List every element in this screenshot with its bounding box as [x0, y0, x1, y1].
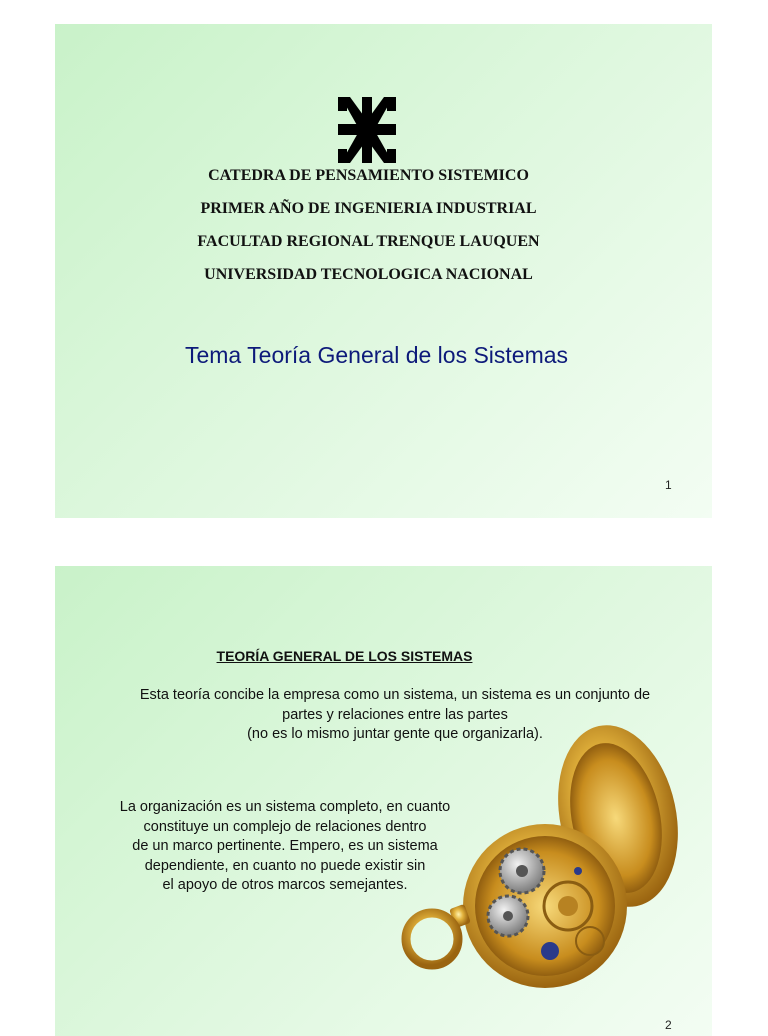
paragraph-line: de un marco pertinente. Empero, es un sistema [132, 838, 438, 854]
page-number: 2 [665, 1018, 672, 1032]
heading-line-catedra: CATEDRA DE PENSAMIENTO SISTEMICO [208, 167, 529, 184]
page-number: 1 [665, 478, 672, 492]
organization-paragraph [95, 798, 475, 896]
paragraph-line: constituye un complejo de relaciones dentro [143, 818, 427, 835]
heading-line-primer-anio: PRIMER AÑO DE INGENIERIA INDUSTRIAL [200, 200, 537, 217]
utn-logo-icon [338, 97, 396, 163]
paragraph-line: el apoyo de otros marcos semejantes. [162, 877, 408, 893]
slide-1 [55, 24, 712, 518]
heading-line-facultad: FACULTAD REGIONAL TRENQUE LAUQUEN [197, 233, 540, 250]
paragraph-line: (no es lo mismo juntar gente que organizarla). [247, 726, 543, 742]
paragraph-line: La organización es un sistema completo, en cuanto [119, 799, 451, 815]
paragraph-line: dependiente, en cuanto no puede existir sin [144, 857, 426, 874]
paragraph-line: Esta teoría concibe la empresa como un sistema, un sistema es un conjunto de [139, 687, 651, 703]
slide-2 [55, 566, 712, 1036]
heading-line-universidad: UNIVERSIDAD TECNOLOGICA NACIONAL [204, 266, 533, 283]
topic-title: Tema Teoría General de los Sistemas [184, 342, 569, 368]
paragraph-line: partes y relaciones entre las partes [282, 706, 508, 723]
slide-title: TEORÍA GENERAL DE LOS SISTEMAS [216, 648, 473, 664]
